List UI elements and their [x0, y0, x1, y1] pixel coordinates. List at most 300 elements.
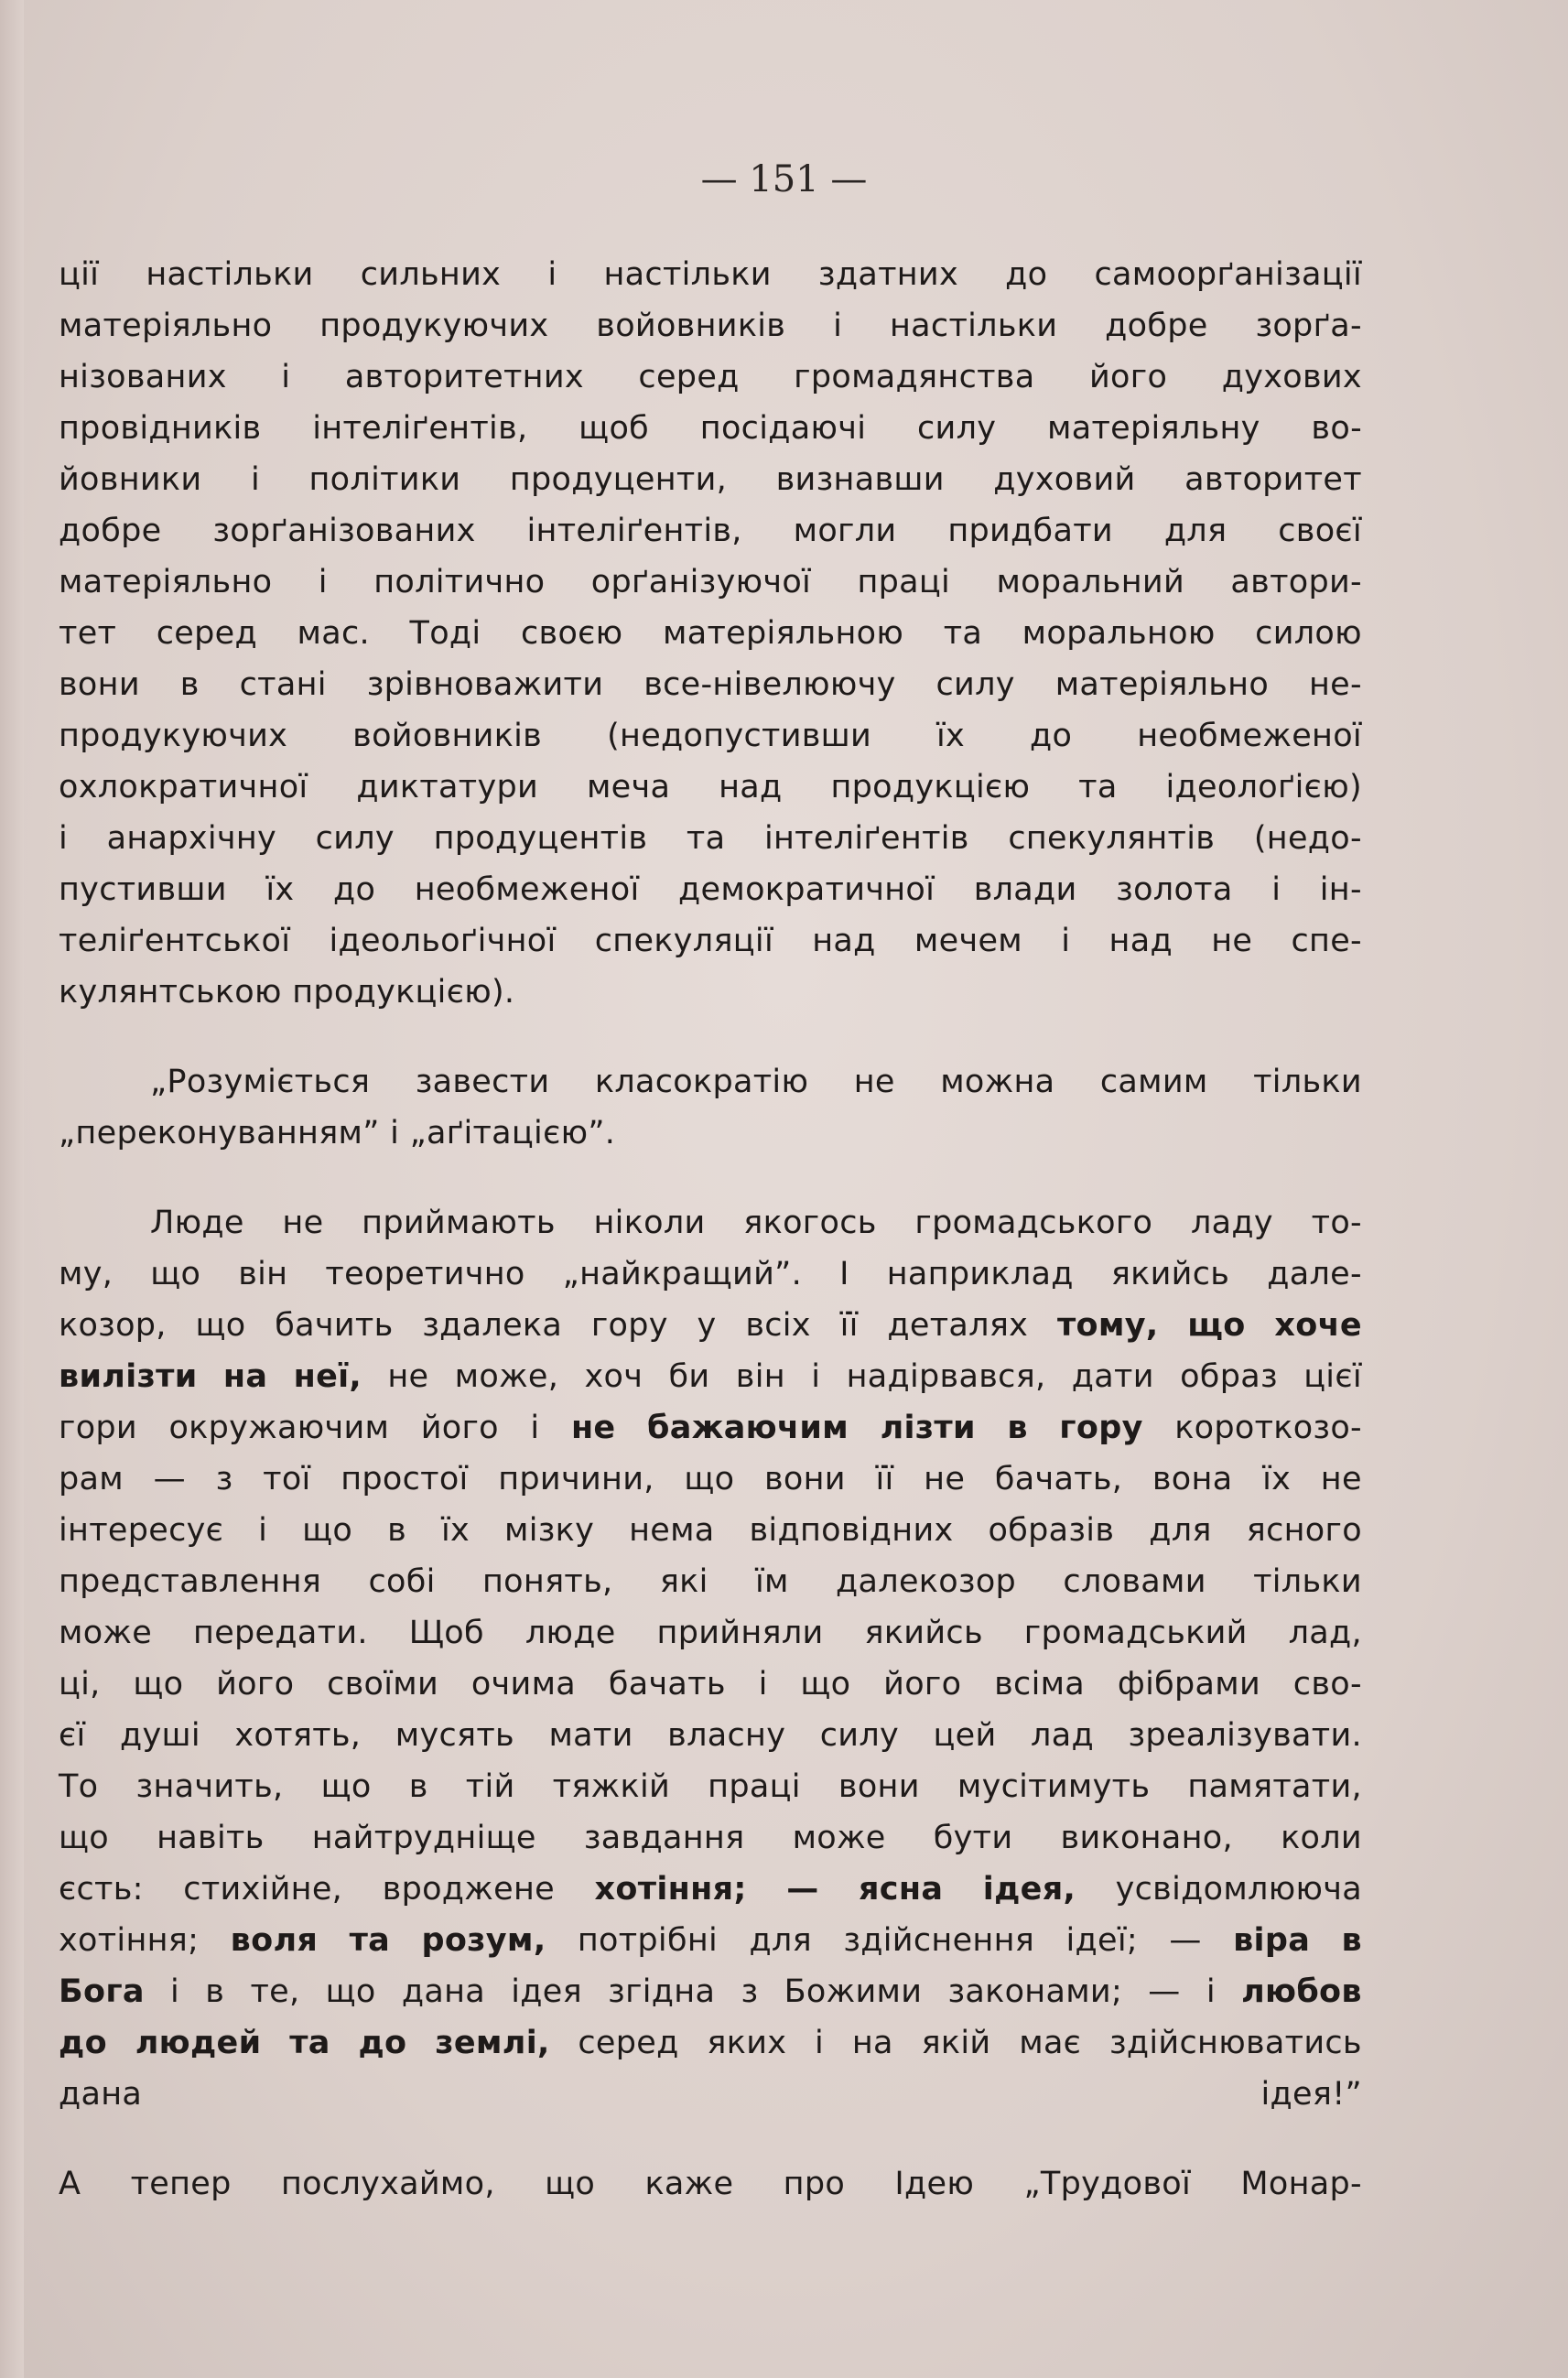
word: тільки — [1253, 1064, 1362, 1100]
word: і — [281, 359, 291, 395]
word: автори- — [1230, 564, 1362, 600]
word: своєї — [1278, 513, 1362, 549]
word: і — [250, 461, 260, 498]
word: „найкращий”. — [562, 1256, 803, 1292]
word: анархічну — [106, 820, 277, 857]
word: здійснення — [843, 1922, 1035, 1959]
word: самоорґанізації — [1094, 256, 1362, 293]
word: єї — [59, 1717, 86, 1754]
word: в — [179, 666, 200, 703]
word: і — [1271, 871, 1281, 908]
word: його — [420, 1410, 499, 1446]
word: всіма — [994, 1666, 1086, 1702]
word: хотять, — [234, 1717, 362, 1754]
word: всіх — [745, 1307, 811, 1344]
text-line — [59, 1761, 1362, 1812]
word: силу — [917, 410, 997, 447]
word: якийсь — [864, 1615, 983, 1651]
bold-word: та — [289, 2025, 330, 2061]
word: інтеліґентів, — [312, 410, 528, 447]
word: влади — [973, 871, 1077, 908]
word: бути — [933, 1820, 1013, 1856]
word: словами — [1063, 1563, 1206, 1600]
text-line — [59, 608, 1362, 659]
word: то- — [1311, 1205, 1362, 1241]
word: що — [325, 1973, 376, 2010]
word: настільки — [603, 256, 772, 293]
bold-word: в — [1341, 1922, 1362, 1959]
word: і — [811, 1358, 821, 1395]
word: завести — [415, 1064, 550, 1100]
word: політики — [308, 461, 461, 498]
text-line — [59, 300, 1362, 351]
word: Божими — [784, 1973, 923, 2010]
word: серед — [578, 2025, 679, 2061]
text-line — [59, 1351, 1362, 1402]
word: зрівноважити — [366, 666, 604, 703]
word: здатних — [817, 256, 958, 293]
word: теліґентської — [59, 923, 291, 959]
word: теоретично — [325, 1256, 525, 1292]
word: дана — [59, 2076, 143, 2113]
word: і — [318, 564, 328, 600]
word: То — [59, 1768, 99, 1805]
word: силу — [935, 666, 1015, 703]
word: що — [133, 1666, 184, 1702]
word: Ідею — [894, 2166, 975, 2202]
text-line — [59, 1197, 1362, 1248]
word: продуцентів — [433, 820, 648, 857]
word: наприклад — [886, 1256, 1074, 1292]
text-line — [59, 710, 1362, 762]
word: інтеліґентів — [763, 820, 969, 857]
text-line — [59, 505, 1362, 557]
word: передати. — [193, 1615, 368, 1651]
word: люде — [524, 1615, 616, 1651]
word: громадський — [1023, 1615, 1248, 1651]
word: матеріяльною — [663, 615, 904, 652]
word: духових — [1221, 359, 1362, 395]
word: дале- — [1267, 1256, 1362, 1292]
word: праці — [857, 564, 951, 600]
word: що — [800, 1666, 851, 1702]
word: далекозор — [836, 1563, 1017, 1600]
word: мусять — [395, 1717, 514, 1754]
text-line — [59, 249, 1362, 300]
word: самим — [1099, 1064, 1208, 1100]
word: меча — [586, 769, 671, 805]
text-line — [59, 915, 1362, 967]
bold-word: вилізти — [59, 1358, 198, 1395]
word: „переконуванням” — [59, 1115, 380, 1151]
word: цієї — [1303, 1358, 1362, 1395]
word: якийсь — [1110, 1256, 1230, 1292]
word: якій — [921, 2025, 991, 2061]
word: мас. — [297, 615, 370, 652]
word: та — [943, 615, 983, 652]
word: орґанізуючої — [590, 564, 812, 600]
word: лад, — [1288, 1615, 1362, 1651]
word: до — [332, 871, 376, 908]
word: — — [1148, 1973, 1181, 2010]
word: йовники — [59, 461, 202, 498]
word: душі — [120, 1717, 200, 1754]
word: тільки — [1253, 1563, 1362, 1600]
word: коли — [1281, 1820, 1362, 1856]
word: нізованих — [59, 359, 227, 395]
word: простої — [341, 1461, 469, 1497]
bold-word: ясна — [859, 1871, 944, 1908]
word: Люде — [150, 1205, 244, 1241]
word: що — [195, 1307, 246, 1344]
word: понять, — [482, 1563, 613, 1600]
word: і — [530, 1410, 540, 1446]
word: що — [150, 1256, 201, 1292]
word: що — [302, 1512, 353, 1549]
text-line — [59, 1056, 1362, 1108]
bold-word: Бога — [59, 1973, 145, 2010]
bold-word: людей — [135, 2025, 262, 2061]
word: що — [59, 1820, 109, 1856]
bold-word: до — [358, 2025, 407, 2061]
paragraph-gap — [59, 1159, 1362, 1197]
text-line — [59, 2158, 1362, 2210]
bold-word: неї, — [293, 1358, 362, 1395]
word: пустивши — [59, 871, 227, 908]
word: тепер — [130, 2166, 232, 2202]
word: їх — [1262, 1461, 1292, 1497]
text-line — [59, 1454, 1362, 1505]
word: стані — [239, 666, 327, 703]
word: гори — [59, 1410, 137, 1446]
word: дана — [401, 1973, 486, 2010]
word: і — [1061, 923, 1071, 959]
word: ідеольоґічної — [329, 923, 557, 959]
word: „аґітацією”. — [409, 1115, 616, 1151]
text-line — [59, 813, 1362, 864]
word: про — [783, 2166, 846, 2202]
word: — — [153, 1461, 186, 1497]
word: рам — [59, 1461, 124, 1497]
word: Щоб — [408, 1615, 484, 1651]
bold-word: на — [222, 1358, 268, 1395]
text-line — [59, 2069, 1362, 2120]
word: для — [749, 1922, 812, 1959]
word: авторитет — [1184, 461, 1362, 498]
word: очима — [470, 1666, 577, 1702]
word: бачать, — [994, 1461, 1123, 1497]
word: їм — [754, 1563, 789, 1600]
word: придбати — [947, 513, 1113, 549]
word: до — [1005, 256, 1048, 293]
word: силу — [819, 1717, 900, 1754]
word: потрібні — [577, 1922, 719, 1959]
word: їх — [265, 871, 295, 908]
word: представлення — [59, 1563, 322, 1600]
word: ідея — [511, 1973, 582, 2010]
word: матеріяльну — [1047, 410, 1260, 447]
word: прийняли — [656, 1615, 824, 1651]
word: якогось — [743, 1205, 877, 1241]
word: значить, — [135, 1768, 284, 1805]
word: продукуючих — [319, 308, 549, 344]
text-line — [59, 1556, 1362, 1607]
word: не — [924, 1461, 966, 1497]
text-line — [59, 1966, 1362, 2017]
word: здалека — [422, 1307, 563, 1344]
word: би — [668, 1358, 710, 1395]
word: і — [1206, 1973, 1216, 2010]
word: не — [387, 1358, 429, 1395]
word: їх — [936, 718, 966, 754]
text-line — [59, 1248, 1362, 1300]
word: навіть — [157, 1820, 265, 1856]
word: інтеліґентів, — [526, 513, 742, 549]
text-line — [59, 762, 1362, 813]
word: фібрами — [1117, 1666, 1260, 1702]
word: та — [686, 820, 726, 857]
word: хотіння; — [59, 1922, 200, 1959]
word: завдання — [583, 1820, 745, 1856]
word: може — [792, 1820, 886, 1856]
word: єсть: — [59, 1871, 144, 1908]
text-line — [59, 1505, 1362, 1556]
word: стихійне, — [183, 1871, 343, 1908]
text-line — [59, 1710, 1362, 1761]
word: тої — [263, 1461, 311, 1497]
word: громадянства — [794, 359, 1035, 395]
word: Монар- — [1240, 2166, 1362, 2202]
bold-word: — — [786, 1871, 819, 1908]
word: що — [545, 2166, 596, 2202]
word: могли — [793, 513, 897, 549]
word: не — [1211, 923, 1253, 959]
text-line — [59, 1864, 1362, 1915]
word: посідаючі — [699, 410, 867, 447]
word: і — [833, 308, 843, 344]
word: вони — [763, 1461, 846, 1497]
word: А — [59, 2166, 81, 2202]
word: моральною — [1022, 615, 1216, 652]
word: авторитетних — [344, 359, 584, 395]
word: вроджене — [382, 1871, 555, 1908]
word: ідеолоґією) — [1165, 769, 1362, 805]
text-line — [59, 1915, 1362, 1966]
word: зреалізувати. — [1128, 1717, 1362, 1754]
word: те, — [250, 1973, 300, 2010]
word: бачать — [608, 1666, 726, 1702]
text-line — [59, 1607, 1362, 1659]
word: бачить — [275, 1307, 394, 1344]
word: спекулянтів — [1008, 820, 1216, 857]
word: войовників — [352, 718, 543, 754]
word: має — [1019, 2025, 1082, 2061]
word: і — [258, 1512, 268, 1549]
word: серед — [638, 359, 740, 395]
word: продукцією — [830, 769, 1031, 805]
word: охлократичної — [59, 769, 308, 805]
word: окружаючим — [168, 1410, 390, 1446]
text-line — [59, 403, 1362, 454]
word: ін- — [1319, 871, 1362, 908]
word: гору — [590, 1307, 668, 1344]
word: настільки — [889, 308, 1058, 344]
word: причини, — [498, 1461, 654, 1497]
word: не — [853, 1064, 895, 1100]
word: її — [839, 1307, 859, 1344]
word: матеріяльно — [1054, 666, 1270, 703]
bold-word: воля — [230, 1922, 319, 1959]
word: громадського — [914, 1205, 1153, 1241]
word: мізку — [504, 1512, 595, 1549]
word: деталях — [887, 1307, 1029, 1344]
text-line — [59, 1659, 1362, 1710]
bold-word: ідея, — [982, 1871, 1076, 1908]
word: можна — [940, 1064, 1055, 1100]
word: му, — [59, 1256, 114, 1292]
text-line — [59, 864, 1362, 915]
word: дати — [1071, 1358, 1154, 1395]
body-text — [59, 249, 1362, 2210]
word: кулянтською — [59, 974, 282, 1011]
word: не- — [1308, 666, 1362, 703]
word: І — [839, 1256, 849, 1292]
word: і — [758, 1666, 768, 1702]
text-line — [59, 351, 1362, 403]
word: образ — [1180, 1358, 1278, 1395]
word: войовників — [596, 308, 786, 344]
word: щоб — [579, 410, 650, 447]
word: їх — [440, 1512, 470, 1549]
word: сильних — [360, 256, 502, 293]
word: демократичної — [678, 871, 935, 908]
word: і — [170, 1973, 180, 2010]
word: настільки — [146, 256, 314, 293]
word: надірвався, — [846, 1358, 1046, 1395]
word: духовий — [993, 461, 1136, 498]
word: тяжкій — [552, 1768, 671, 1805]
word: ідеї; — [1065, 1922, 1138, 1959]
word: в — [205, 1973, 225, 2010]
word: вона — [1152, 1461, 1233, 1497]
word: він — [735, 1358, 785, 1395]
word: що — [320, 1768, 372, 1805]
paragraph-gap — [59, 1018, 1362, 1056]
word: відповідних — [749, 1512, 954, 1549]
bold-word: хоче — [1274, 1307, 1362, 1344]
word: і — [390, 1115, 400, 1151]
text-line — [59, 1812, 1362, 1864]
word: короткозо- — [1174, 1410, 1362, 1446]
word: зорґа- — [1255, 308, 1362, 344]
word: вони — [59, 666, 140, 703]
word: вони — [838, 1768, 920, 1805]
word: „Розуміється — [150, 1064, 371, 1100]
word: лад — [1031, 1717, 1094, 1754]
bold-word: в — [1007, 1410, 1028, 1446]
page-number: — 151 — — [700, 158, 868, 200]
bold-word: бажаючим — [646, 1410, 849, 1446]
word: його — [883, 1666, 962, 1702]
bold-word: віра — [1233, 1922, 1311, 1959]
word: і — [59, 820, 69, 857]
word: своїми — [327, 1666, 439, 1702]
word: добре — [59, 513, 162, 549]
word: для — [1149, 1512, 1212, 1549]
text-line — [59, 967, 1362, 1018]
bold-word: тому, — [1056, 1307, 1159, 1344]
word: необмеженої — [414, 871, 640, 908]
word: силою — [1255, 615, 1362, 652]
word: в — [408, 1768, 428, 1805]
word: тет — [59, 615, 117, 652]
word: силу — [315, 820, 395, 857]
word: ці, — [59, 1666, 101, 1702]
word: цей — [933, 1717, 997, 1754]
word: мати — [548, 1717, 633, 1754]
word: для — [1163, 513, 1227, 549]
word: може — [59, 1615, 153, 1651]
word: своєю — [520, 615, 623, 652]
word: над — [719, 769, 783, 805]
bold-word: любов — [1241, 1973, 1362, 2010]
word: найтрудніще — [311, 1820, 536, 1856]
word: необмеженої — [1137, 718, 1362, 754]
text-line — [59, 454, 1362, 505]
word: продуценти, — [509, 461, 728, 498]
word: на — [851, 2025, 893, 2061]
word: над — [812, 923, 876, 959]
word: ясного — [1246, 1512, 1362, 1549]
word: приймають — [362, 1205, 556, 1241]
bold-word: не — [570, 1410, 616, 1446]
word: і — [815, 2025, 825, 2061]
bold-word: та — [349, 1922, 391, 1959]
word: ідея!” — [1260, 2076, 1362, 2113]
word: його — [216, 1666, 295, 1702]
text-line — [59, 1300, 1362, 1351]
text-line — [59, 1402, 1362, 1454]
word: сво- — [1292, 1666, 1362, 1702]
word: може, — [454, 1358, 559, 1395]
word: політично — [373, 564, 546, 600]
word: спекуляції — [594, 923, 773, 959]
word: її — [875, 1461, 894, 1497]
word: Тоді — [409, 615, 481, 652]
word: послухаймо, — [281, 2166, 495, 2202]
word: хоч — [584, 1358, 643, 1395]
word: тій — [465, 1768, 515, 1805]
word: праці — [708, 1768, 801, 1805]
word: не — [282, 1205, 324, 1241]
text-line — [59, 1108, 1362, 1159]
paragraph-gap — [59, 2120, 1362, 2158]
bold-word: лізти — [880, 1410, 976, 1446]
word: провідників — [59, 410, 262, 447]
word: козор, — [59, 1307, 167, 1344]
word: його — [1089, 359, 1168, 395]
word: диктатури — [356, 769, 539, 805]
word: матеріяльно — [59, 308, 273, 344]
text-line — [59, 659, 1362, 710]
word: згідна — [608, 1973, 716, 2010]
word: законами; — [947, 1973, 1123, 2010]
word: він — [238, 1256, 288, 1292]
word: собі — [368, 1563, 436, 1600]
word: визнавши — [775, 461, 945, 498]
word: ції — [59, 256, 100, 293]
word: во- — [1311, 410, 1362, 447]
